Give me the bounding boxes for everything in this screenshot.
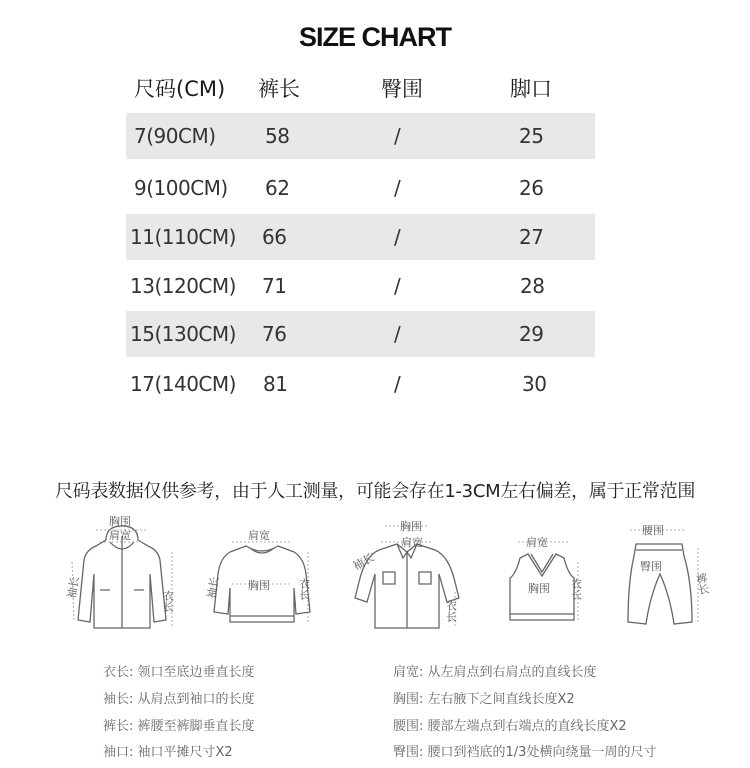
header-leg-opening: 脚口	[510, 77, 552, 101]
size-cell: 9(100CM)	[134, 176, 228, 200]
sweater-shoulder-label: 肩宽	[248, 529, 270, 542]
definition-term: 臀围:	[393, 745, 424, 760]
table-row	[126, 263, 595, 309]
pants-length-cell: 62	[265, 176, 290, 200]
definition-term: 胸围:	[393, 692, 424, 707]
hip-cell: /	[394, 176, 401, 200]
page-title: SIZE CHART	[299, 22, 451, 52]
vest-length-label: 衣长	[569, 578, 583, 600]
pants-length-cell: 81	[263, 372, 288, 396]
vest-chest-label: 胸围	[528, 582, 550, 595]
shirt-chest-label: 胸围	[400, 520, 422, 533]
hip-cell: /	[394, 372, 401, 396]
header-size: 尺码(CM)	[134, 77, 226, 101]
definition-term: 腰围:	[393, 719, 424, 734]
definition-desc: 裤腰至裤脚垂直长度	[137, 719, 255, 734]
leg-opening-cell: 25	[519, 124, 544, 148]
table-row	[126, 165, 595, 211]
pants-length-cell: 66	[262, 225, 287, 249]
measurement-note: 尺码表数据仅供参考，由于人工测量，可能会存在1-3CM左右偏差，属于正常范围	[54, 481, 696, 502]
definition-item	[393, 718, 627, 736]
definition-desc: 领口至底边垂直长度	[137, 665, 255, 680]
jacket-length-label: 衣长	[161, 590, 175, 612]
definition-desc: 腰口到裆底的1/3处横向绕量一周的尺寸	[427, 745, 657, 760]
definition-item	[393, 691, 575, 709]
pants-length-cell: 71	[262, 274, 287, 298]
jacket-shoulder-label: 肩宽	[109, 529, 131, 542]
vest-shoulder-label: 肩宽	[526, 536, 548, 549]
definition-item	[393, 744, 656, 762]
table-row	[126, 311, 595, 357]
definition-term: 袖口:	[103, 745, 134, 760]
pants-length-label: 裤长	[693, 571, 711, 596]
definition-item	[103, 744, 233, 762]
table-row	[126, 214, 595, 260]
hip-cell: /	[394, 124, 401, 148]
definition-desc: 从左肩点到右肩点的直线长度	[427, 665, 597, 680]
table-row	[126, 113, 595, 159]
definition-term: 裤长:	[103, 719, 134, 734]
pants-waist-label: 腰围	[642, 524, 664, 537]
definition-term: 肩宽:	[393, 665, 424, 680]
vest-diagram	[490, 512, 600, 638]
size-cell: 17(140CM)	[130, 372, 236, 396]
pants-length-cell: 76	[262, 322, 287, 346]
sweater-chest-label: 胸围	[248, 579, 270, 592]
leg-opening-cell: 28	[520, 274, 545, 298]
header-pants-length: 裤长	[258, 77, 300, 101]
definition-term: 袖长:	[103, 692, 134, 707]
leg-opening-cell: 30	[522, 372, 547, 396]
pants-diagram	[612, 512, 717, 638]
hip-cell: /	[394, 225, 401, 249]
pants-length-cell: 58	[265, 124, 290, 148]
jacket-chest-label: 胸围	[109, 515, 131, 528]
pants-hip-label: 臀围	[640, 560, 662, 573]
sweater-sleeve-label: 袖长	[205, 575, 222, 600]
definition-item	[103, 664, 255, 682]
jacket-sleeve-label: 袖长	[65, 575, 82, 600]
size-cell: 7(90CM)	[134, 124, 216, 148]
header-hip: 臀围	[381, 77, 423, 101]
leg-opening-cell: 27	[519, 225, 544, 249]
hip-cell: /	[394, 322, 401, 346]
definition-desc: 腰部左端点到右端点的直线长度X2	[427, 719, 627, 734]
sweater-diagram	[200, 512, 325, 638]
shirt-sleeve-label: 袖长	[350, 550, 377, 574]
shirt-shoulder-label: 肩宽	[401, 536, 423, 549]
shirt-diagram	[345, 512, 475, 638]
definition-item	[393, 664, 597, 682]
definition-desc: 从肩点到袖口的长度	[137, 692, 255, 707]
size-cell: 15(130CM)	[130, 322, 236, 346]
leg-opening-cell: 26	[519, 176, 544, 200]
definition-desc: 袖口平摊尺寸X2	[137, 745, 233, 760]
definition-desc: 左右腋下之间直线长度X2	[427, 692, 575, 707]
sweater-length-label: 衣长	[297, 578, 311, 600]
size-cell: 11(110CM)	[130, 225, 236, 249]
shirt-length-label: 衣长	[444, 600, 458, 622]
jacket-diagram	[62, 512, 192, 638]
definition-item	[103, 691, 255, 709]
definition-item	[103, 718, 255, 736]
size-cell: 13(120CM)	[130, 274, 236, 298]
leg-opening-cell: 29	[519, 322, 544, 346]
definition-term: 衣长:	[103, 665, 134, 680]
table-row	[126, 361, 595, 407]
hip-cell: /	[394, 274, 401, 298]
